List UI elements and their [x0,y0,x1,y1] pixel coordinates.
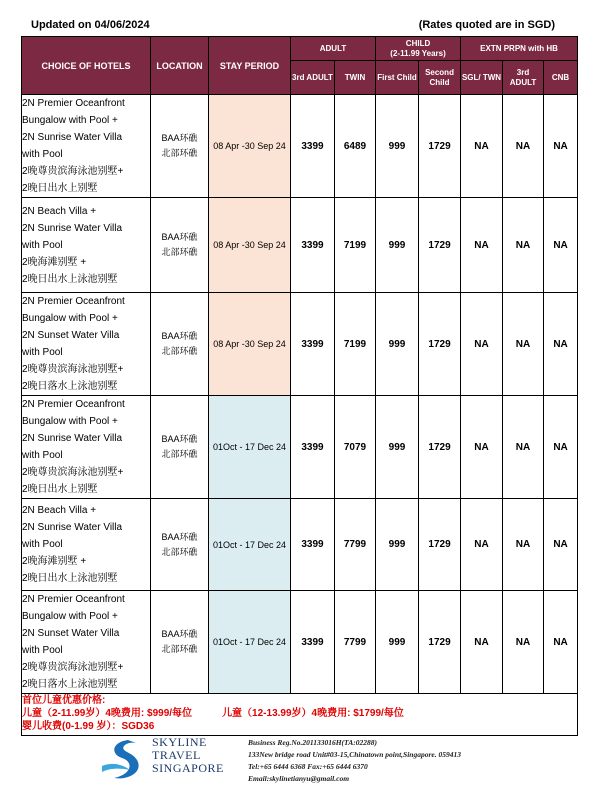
table-row [22,396,578,499]
hotel-name-line: Bungalow with Pool + [22,313,118,324]
cnb-cell: NA [544,591,578,694]
company-address: 133New bridge road Unit#03-15,Chinatown point,Singapore. 059413 [248,750,461,759]
logo-text [152,736,224,775]
location-cell [151,293,209,396]
location-line: 北部环礁 [161,346,198,356]
sgl-twn-cell: NA [461,396,503,499]
rates-table [21,36,578,736]
logo-line2: TRAVEL [152,748,201,762]
header-choice-of-hotels: CHOICE OF HOTELS [22,37,151,95]
stay-period-cell: 08 Apr -30 Sep 24 [209,198,291,293]
header-adult: ADULT [291,37,376,61]
twin-cell: 7079 [335,396,376,499]
business-reg: Business Reg.No.201133016H(TA:02288) [248,738,377,747]
hotel-name-cn-line: 2晚日出水上泳池别墅 [22,573,118,584]
updated-date: Updated on 04/06/2024 [31,19,150,31]
third-adult-cell: 3399 [291,499,335,591]
third-adult-cell: 3399 [291,396,335,499]
cnb-cell: NA [544,293,578,396]
hotel-name-line: with Pool [22,539,63,550]
twin-cell: 7799 [335,499,376,591]
hotel-name-line: with Pool [22,347,63,358]
header-child-age: (2-11.99 Years) [390,48,446,58]
stay-period-cell: 08 Apr -30 Sep 24 [209,95,291,198]
second-child-cell: 1729 [419,396,461,499]
location-cell [151,198,209,293]
company-phone-fax: Tel:+65 6444 6368 Fax:+65 6444 6370 [248,762,368,771]
header-extn: EXTN PRPN with HB [461,37,578,61]
hotel-name-line: 2N Sunset Water Villa [22,330,120,341]
ext-third-adult-cell: NA [503,499,544,591]
logo-line1: SKYLINE [152,735,207,749]
footer-line1: 首位儿童优惠价格: [22,695,106,706]
hotel-name-line: with Pool [22,450,63,461]
hotel-name-line: 2N Premier Oceanfront [22,399,125,410]
sgl-twn-cell: NA [461,499,503,591]
location-line: 北部环礁 [161,644,198,654]
location-cell [151,591,209,694]
stay-period-cell: 01Oct - 17 Dec 24 [209,396,291,499]
third-adult-cell: 3399 [291,95,335,198]
table-row [22,198,578,293]
location-line: BAA环礁 [161,531,198,542]
header-cnb: CNB [544,61,578,95]
cnb-cell: NA [544,396,578,499]
sgl-twn-cell: NA [461,293,503,396]
ext-third-adult-cell: NA [503,293,544,396]
third-adult-cell: 3399 [291,198,335,293]
table-row [22,293,578,396]
sgl-twn-cell: NA [461,95,503,198]
ext-third-adult-cell: NA [503,396,544,499]
stay-period-cell: 08 Apr -30 Sep 24 [209,293,291,396]
hotel-name-line: 2N Sunrise Water Villa [22,433,123,444]
hotel-name-line: 2N Sunset Water Villa [22,628,120,639]
cnb-cell: NA [544,499,578,591]
first-child-cell: 999 [376,591,419,694]
second-child-cell: 1729 [419,293,461,396]
first-child-cell: 999 [376,198,419,293]
hotel-name-cn-line: 2晚日落水上泳池别墅 [22,679,118,690]
location-cell [151,95,209,198]
header-ext-3rd-adult: 3rd ADULT [503,61,544,95]
hotel-cell [22,95,151,198]
hotel-name-cn-line: 2晚尊贵滨海泳池别墅+ [22,662,124,673]
ext-third-adult-cell: NA [503,95,544,198]
hotel-name-cn-line: 2晚尊贵滨海泳池别墅+ [22,166,124,177]
ext-third-adult-cell: NA [503,591,544,694]
header-3rd-adult: 3rd ADULT [291,61,335,95]
stay-period-cell: 01Oct - 17 Dec 24 [209,591,291,694]
location-line: BAA环礁 [161,434,198,444]
hotel-cell [22,293,151,396]
hotel-cell [22,499,151,591]
hotel-name-cn-line: 2晚日出水上别墅 [22,183,98,194]
header-stay-period: STAY PERIOD [209,37,291,95]
sgl-twn-cell: NA [461,198,503,293]
hotel-name-line: 2N Premier Oceanfront [22,98,125,109]
footer-infant: 婴儿收费(0-1.99 岁）：SGD36 [22,721,155,732]
location-line: BAA环礁 [161,232,198,242]
stay-period-cell: 01Oct - 17 Dec 24 [209,499,291,591]
hotel-name-cn-line: 2晚尊贵滨海泳池别墅+ [22,467,124,478]
second-child-cell: 1729 [419,95,461,198]
company-email: Email:skylinetianyu@gmail.com [248,774,350,783]
header-location: LOCATION [151,37,209,95]
hotel-name-cn-line: 2晚日出水上别墅 [22,484,98,495]
table-row [22,95,578,198]
hotel-cell [22,396,151,499]
header-child-title: CHILD [405,38,431,48]
second-child-cell: 1729 [419,499,461,591]
hotel-name-line: 2N Premier Oceanfront [22,296,125,307]
table-row [22,591,578,694]
footer-child-12-13: 儿童（12-13.99岁）4晚费用: $1799/每位 [222,708,404,719]
table-row [22,499,578,591]
first-child-cell: 999 [376,499,419,591]
location-line: BAA环礁 [161,331,198,341]
hotel-name-cn-line: 2晚海滩别墅 + [22,256,87,268]
cnb-cell: NA [544,95,578,198]
first-child-cell: 999 [376,396,419,499]
footer-child-2-11: 儿童（2-11.99岁）4晚费用: $999/每位 [22,708,193,719]
rates-note: (Rates quoted are in SGD) [418,19,555,31]
location-line: BAA环礁 [161,629,198,639]
third-adult-cell: 3399 [291,293,335,396]
first-child-cell: 999 [376,95,419,198]
header-child [376,37,461,61]
first-child-cell: 999 [376,293,419,396]
twin-cell: 7199 [335,293,376,396]
hotel-name-line: 2N Beach Villa + [22,505,97,516]
third-adult-cell: 3399 [291,591,335,694]
location-cell [151,396,209,499]
location-cell [151,499,209,591]
location-line: 北部环礁 [161,247,198,257]
cnb-cell: NA [544,198,578,293]
hotel-name-line: with Pool [22,239,63,251]
hotel-cell [22,198,151,293]
hotel-name-line: 2N Sunrise Water Villa [22,132,123,143]
hotel-name-cn-line: 2晚日出水上泳池别墅 [22,273,118,285]
second-child-cell: 1729 [419,591,461,694]
hotel-name-line: Bungalow with Pool + [22,416,118,427]
twin-cell: 7199 [335,198,376,293]
footer-child-pricing [22,694,578,736]
header-first-child: First Child [376,61,419,95]
second-child-cell: 1729 [419,198,461,293]
logo-line3: SINGAPORE [152,761,224,775]
ext-third-adult-cell: NA [503,198,544,293]
hotel-name-line: with Pool [22,149,63,160]
hotel-name-line: 2N Premier Oceanfront [22,594,125,605]
location-line: BAA环礁 [161,133,198,143]
sgl-twn-cell: NA [461,591,503,694]
location-line: 北部环礁 [161,546,198,557]
hotel-name-line: 2N Sunrise Water Villa [22,522,123,533]
hotel-name-line: with Pool [22,645,63,656]
header-sgl-twn: SGL/ TWN [461,61,503,95]
hotel-name-cn-line: 2晚海滩别墅 + [22,556,87,567]
twin-cell: 6489 [335,95,376,198]
header-second-child: Second Child [419,61,461,95]
hotel-name-cn-line: 2晚尊贵滨海泳池别墅+ [22,364,124,375]
twin-cell: 7799 [335,591,376,694]
location-line: 北部环礁 [161,148,198,158]
company-info [248,737,461,785]
hotel-name-line: 2N Beach Villa + [22,205,97,217]
hotel-name-cn-line: 2晚日落水上泳池别墅 [22,381,118,392]
hotel-name-line: 2N Sunrise Water Villa [22,222,123,234]
hotel-name-line: Bungalow with Pool + [22,611,118,622]
top-bar [0,0,593,36]
hotel-name-line: Bungalow with Pool + [22,115,118,126]
hotel-cell [22,591,151,694]
header-twin: TWIN [335,61,376,95]
location-line: 北部环礁 [161,449,198,459]
